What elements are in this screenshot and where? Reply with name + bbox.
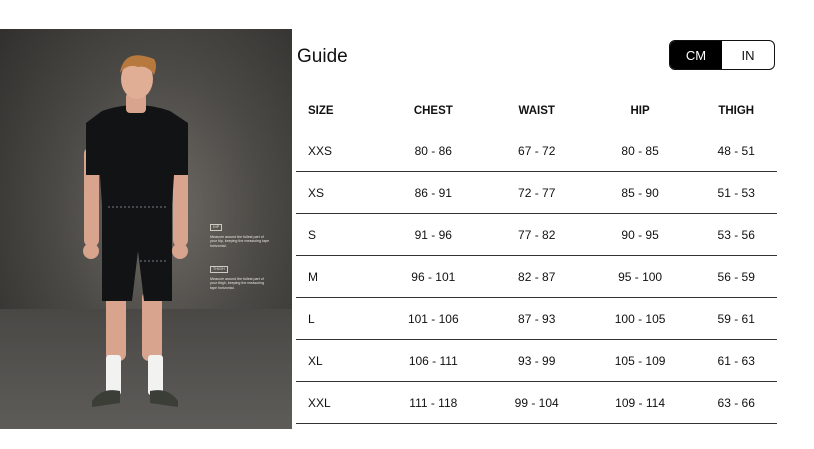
cell-waist: 82 - 87 xyxy=(489,256,585,298)
table-row xyxy=(296,131,777,172)
header-chest: CHEST xyxy=(413,104,453,117)
hip-callout xyxy=(210,215,270,248)
header-size: SIZE xyxy=(308,104,334,117)
cell-chest: 80 - 86 xyxy=(378,131,489,172)
unit-cm-button[interactable]: CM xyxy=(670,41,722,69)
cell-thigh: 63 - 66 xyxy=(695,382,777,424)
cell-chest: 96 - 101 xyxy=(378,256,489,298)
thigh-callout-tag: THIGH xyxy=(210,266,228,273)
table-header-row xyxy=(296,90,777,131)
model-photo xyxy=(0,29,292,429)
header-thigh: THIGH xyxy=(718,104,755,117)
thigh-callout xyxy=(210,257,270,290)
unit-in-button[interactable]: IN xyxy=(741,47,755,63)
cell-hip: 95 - 100 xyxy=(585,256,696,298)
cell-waist: 87 - 93 xyxy=(489,298,585,340)
cell-hip: 105 - 109 xyxy=(585,340,696,382)
cell-size: XS xyxy=(296,172,378,214)
cell-chest: 86 - 91 xyxy=(378,172,489,214)
cell-hip: 90 - 95 xyxy=(585,214,696,256)
table-row xyxy=(296,214,777,256)
cell-hip: 100 - 105 xyxy=(585,298,696,340)
cell-waist: 72 - 77 xyxy=(489,172,585,214)
hip-callout-text: Measure around the fullest part of your hip, keeping the measuring tape horizontal. xyxy=(210,235,270,248)
header-waist: WAIST xyxy=(518,104,555,117)
table-row xyxy=(296,256,777,298)
cell-chest: 101 - 106 xyxy=(378,298,489,340)
hip-callout-tag: HIP xyxy=(210,224,222,231)
cell-waist: 67 - 72 xyxy=(489,131,585,172)
cell-chest: 111 - 118 xyxy=(378,382,489,424)
cell-size: XL xyxy=(296,340,378,382)
size-table xyxy=(296,90,777,424)
cell-hip: 109 - 114 xyxy=(585,382,696,424)
table-row xyxy=(296,340,777,382)
table-row xyxy=(296,298,777,340)
cell-waist: 93 - 99 xyxy=(489,340,585,382)
header-hip: HIP xyxy=(630,104,650,117)
table-row xyxy=(296,382,777,424)
cell-waist: 77 - 82 xyxy=(489,214,585,256)
page-title: Guide xyxy=(297,46,348,67)
cell-thigh: 51 - 53 xyxy=(695,172,777,214)
cell-hip: 80 - 85 xyxy=(585,131,696,172)
cell-chest: 106 - 111 xyxy=(378,340,489,382)
cell-thigh: 56 - 59 xyxy=(695,256,777,298)
cell-chest: 91 - 96 xyxy=(378,214,489,256)
cell-thigh: 48 - 51 xyxy=(695,131,777,172)
cell-thigh: 59 - 61 xyxy=(695,298,777,340)
cell-hip: 85 - 90 xyxy=(585,172,696,214)
unit-toggle xyxy=(669,40,775,70)
cell-size: M xyxy=(296,256,378,298)
cell-size: XXS xyxy=(296,131,378,172)
cell-thigh: 53 - 56 xyxy=(695,214,777,256)
cell-waist: 99 - 104 xyxy=(489,382,585,424)
cell-size: XXL xyxy=(296,382,378,424)
table-row xyxy=(296,172,777,214)
cell-thigh: 61 - 63 xyxy=(695,340,777,382)
cell-size: L xyxy=(296,298,378,340)
cell-size: S xyxy=(296,214,378,256)
thigh-callout-text: Measure around the fullest part of your thigh, keeping the measuring tape horizontal. xyxy=(210,277,265,290)
